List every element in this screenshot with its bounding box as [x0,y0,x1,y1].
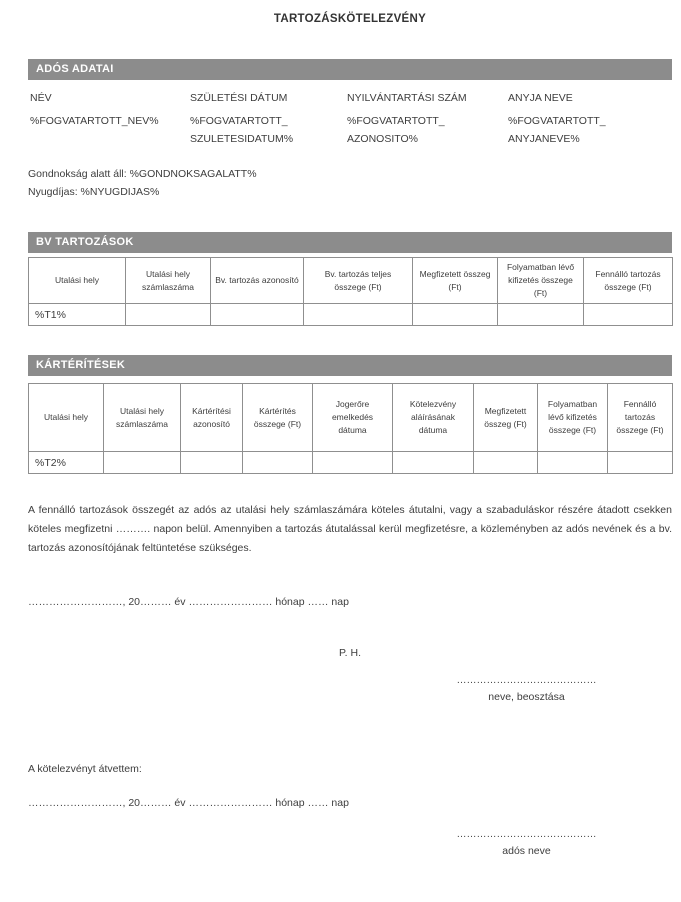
field-value-birth-date-line2: SZULETESIDATUM% [190,133,294,145]
stamp-placeholder: P. H. [339,647,361,659]
table-cell [211,304,304,326]
field-value-registry-number-line2: AZONOSITO% [347,133,418,145]
table-cell [304,304,413,326]
signature-label-officer: neve, beosztása [488,691,565,703]
column-header: Folyamatban lévő kifizetés összege (Ft) [498,258,584,304]
column-header: Kötelezvény aláírásának dátuma [393,384,474,452]
field-value-birth-date: %FOGVATARTOTT_ [190,115,288,127]
table-cell [474,452,538,474]
pensioner-line: Nyugdíjas: %NYUGDIJAS% [28,186,160,198]
section-header-bv-debts: BV TARTOZÁSOK [28,232,672,253]
table-cell [498,304,584,326]
table-header-row [29,384,673,452]
debtor-fields [28,92,672,145]
field-birth-date [190,92,293,148]
table-cell [393,452,474,474]
table-cell [104,452,181,474]
table-cell [608,452,673,474]
field-value-registry-number: %FOGVATARTOTT_ [347,115,445,127]
table-cell [126,304,211,326]
table-row [29,452,673,474]
column-header: Utalási hely számlaszáma [104,384,181,452]
column-header: Jogerőre emelkedés dátuma [313,384,393,452]
column-header: Megfizetett összeg (Ft) [413,258,498,304]
field-name [30,92,159,130]
table-cell [313,452,393,474]
section-header-debtor-data: ADÓS ADATAI [28,59,672,80]
table-header-row [29,258,673,304]
legal-paragraph: A fennálló tartozások összegét az adós az utalási hely számlaszámára köteles átutalni, vagy a szabaduláskor részére átadott csekken köteles megfizetni ………. napon belül. Amennyiben a tartozás átutalással kerül megfizetésre, a közleményben az adós nevének és a bv. tartozás azonosítójának feltüntetése szükséges. [28,504,672,554]
field-value-mother-name: %FOGVATARTOTT_ [508,115,606,127]
column-header: Utalási hely [29,258,126,304]
table-cell [413,304,498,326]
field-label-name: NÉV [30,92,52,104]
field-registry-number [347,92,467,148]
field-label-mother-name: ANYJA NEVE [508,92,573,104]
document-title: TARTOZÁSKÖTELEZVÉNY [273,13,427,25]
column-header: Utalási hely [29,384,104,452]
table-cell: %T1% [29,304,126,326]
table-cell [584,304,673,326]
column-header: Kártérítés összege (Ft) [243,384,313,452]
field-value-mother-name-line2: ANYJANEVE% [508,133,580,145]
field-value-name: %FOGVATARTOTT_NEV% [30,115,159,127]
table-cell [538,452,608,474]
guardianship-line: Gondnokság alatt áll: %GONDNOKSAGALATT% [28,168,257,180]
signature-line-officer: …………………………………… [456,675,597,686]
table-cell: %T2% [29,452,104,474]
column-header: Utalási hely számlaszáma [126,258,211,304]
table-row [29,304,673,326]
signature-line-debtor: …………………………………… [456,829,597,840]
signature-block-debtor [444,826,609,860]
column-header: Bv. tartozás teljes összege (Ft) [304,258,413,304]
receipt-statement: A kötelezvényt átvettem: [28,763,142,775]
field-label-registry-number: NYILVÁNTARTÁSI SZÁM [347,92,467,104]
table-cell [243,452,313,474]
signature-label-debtor: adós neve [502,845,551,857]
column-header: Fennálló tartozás összege (Ft) [584,258,673,304]
section-header-compensations: KÁRTÉRÍTÉSEK [28,355,672,376]
compensations-table [28,383,673,474]
column-header: Fennálló tartozás összege (Ft) [608,384,673,452]
table-cell [181,452,243,474]
field-label-birth-date: SZÜLETÉSI DÁTUM [190,92,288,104]
bv-debts-table [28,257,673,326]
column-header: Folyamatban lévő kifizetés összege (Ft) [538,384,608,452]
field-mother-name [508,92,606,148]
column-header: Kártérítési azonosító [181,384,243,452]
column-header: Bv. tartozás azonosító [211,258,304,304]
signature-block-officer [444,672,609,706]
date-line-receipt: ………………………, 20……… év …………………… hónap …… nap [28,797,349,809]
date-line-issue: ………………………, 20……… év …………………… hónap …… nap [28,596,349,608]
column-header: Megfizetett összeg (Ft) [474,384,538,452]
